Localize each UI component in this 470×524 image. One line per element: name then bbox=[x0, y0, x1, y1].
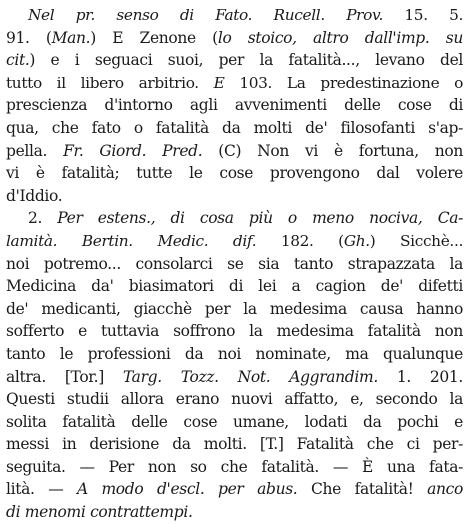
text-line bbox=[6, 162, 463, 185]
text-segment: noi potremo... consolarci se sia tanto strapazzata la bbox=[6, 254, 463, 273]
italic-text: A modo d'escl. per abus. bbox=[76, 480, 298, 499]
text-segment: seguita. — Per non so che fatalità. — È una fata- bbox=[6, 457, 463, 476]
italic-text: lamità. Bertin. Medic. dif. bbox=[6, 231, 257, 250]
text-line bbox=[6, 343, 463, 366]
text-segment: Che fatalità! bbox=[297, 480, 428, 499]
text-line bbox=[6, 275, 463, 298]
text-segment: 103. La predestinazione o bbox=[224, 73, 463, 92]
text-line bbox=[6, 27, 463, 50]
text-segment: lità. — bbox=[6, 480, 77, 499]
text-line bbox=[6, 298, 463, 321]
text-segment: d'Iddio. bbox=[6, 186, 63, 205]
text-line bbox=[6, 478, 463, 501]
text-line bbox=[6, 320, 463, 343]
text-line bbox=[6, 207, 463, 230]
text-segment: de' medicanti, giacchè per la medesima causa hanno bbox=[6, 299, 463, 318]
text-line bbox=[6, 501, 463, 524]
text-segment: tutto il libero arbitrio. bbox=[6, 73, 214, 92]
text-line bbox=[6, 72, 463, 95]
text-segment: Questi studii allora erano nuovi affatto, e, secondo la bbox=[6, 390, 463, 409]
text-segment: 1. 201. bbox=[377, 367, 463, 386]
text-segment: vi è fatalità; tutte le cose provengono dal volere bbox=[6, 164, 463, 183]
text-segment: (C) Non vi è fortuna, non bbox=[202, 141, 463, 160]
text-line bbox=[6, 117, 463, 140]
italic-text: Per estens., di cosa più o meno nociva, Ca- bbox=[57, 209, 463, 228]
text-line bbox=[6, 366, 463, 389]
text-segment: ) e i seguaci suoi, per la fatalità..., levano del bbox=[29, 51, 463, 70]
italic-text: Gh. bbox=[343, 231, 370, 250]
text-segment: Medicina da' biasimatori di lei a cagion de' difetti bbox=[6, 277, 463, 296]
text-segment: qua, che fato o fatalità da molti de' filosofanti s'ap- bbox=[6, 118, 463, 137]
text-line bbox=[6, 253, 463, 276]
text-line bbox=[6, 94, 463, 117]
text-line bbox=[6, 388, 463, 411]
italic-text: Targ. Tozz. Not. Aggrandim. bbox=[122, 367, 378, 386]
text-segment: messi in derisione da molti. [T.] Fatalità che ci per- bbox=[6, 435, 463, 454]
text-line bbox=[6, 140, 463, 163]
italic-text: di menomi contrattempi. bbox=[6, 503, 193, 522]
text-line bbox=[6, 230, 463, 253]
text-line bbox=[6, 49, 463, 72]
text-line bbox=[6, 456, 463, 479]
text-segment: 2. bbox=[28, 209, 58, 228]
text-segment: 91. ( bbox=[6, 28, 52, 47]
text-segment: sofferto e tuttavia soffrono la medesima fatalità non bbox=[6, 322, 463, 341]
text-segment: ) Sicchè... bbox=[369, 231, 463, 250]
text-line bbox=[6, 185, 463, 208]
text-segment: 15. 5. bbox=[383, 6, 463, 24]
text-segment: prescienza d'intorno agli avvenimenti delle cose di bbox=[6, 96, 463, 115]
italic-text: Nel pr. senso di Fato. Rucell. Prov. bbox=[28, 6, 384, 24]
text-segment: ) E Zenone ( bbox=[90, 28, 218, 47]
text-line bbox=[6, 411, 463, 434]
text-line bbox=[6, 4, 463, 27]
italic-text: cit. bbox=[6, 51, 30, 70]
italic-text: lo stoico, altro dall'imp. su bbox=[217, 28, 463, 47]
text-segment: solita fatalità delle cose umane, lodati da pochi e bbox=[6, 412, 463, 431]
italic-text: E bbox=[213, 73, 225, 92]
italic-text: Fr. Giord. Pred. bbox=[63, 141, 203, 160]
italic-text: anco bbox=[427, 480, 463, 499]
text-line bbox=[6, 433, 463, 456]
text-segment: 182. ( bbox=[256, 231, 344, 250]
text-segment: altra. [Tor.] bbox=[6, 367, 123, 386]
text-segment: tanto le professioni da noi nominate, ma qualunque bbox=[6, 344, 463, 363]
text-segment: pella. bbox=[6, 141, 64, 160]
italic-text: Man. bbox=[51, 28, 91, 47]
